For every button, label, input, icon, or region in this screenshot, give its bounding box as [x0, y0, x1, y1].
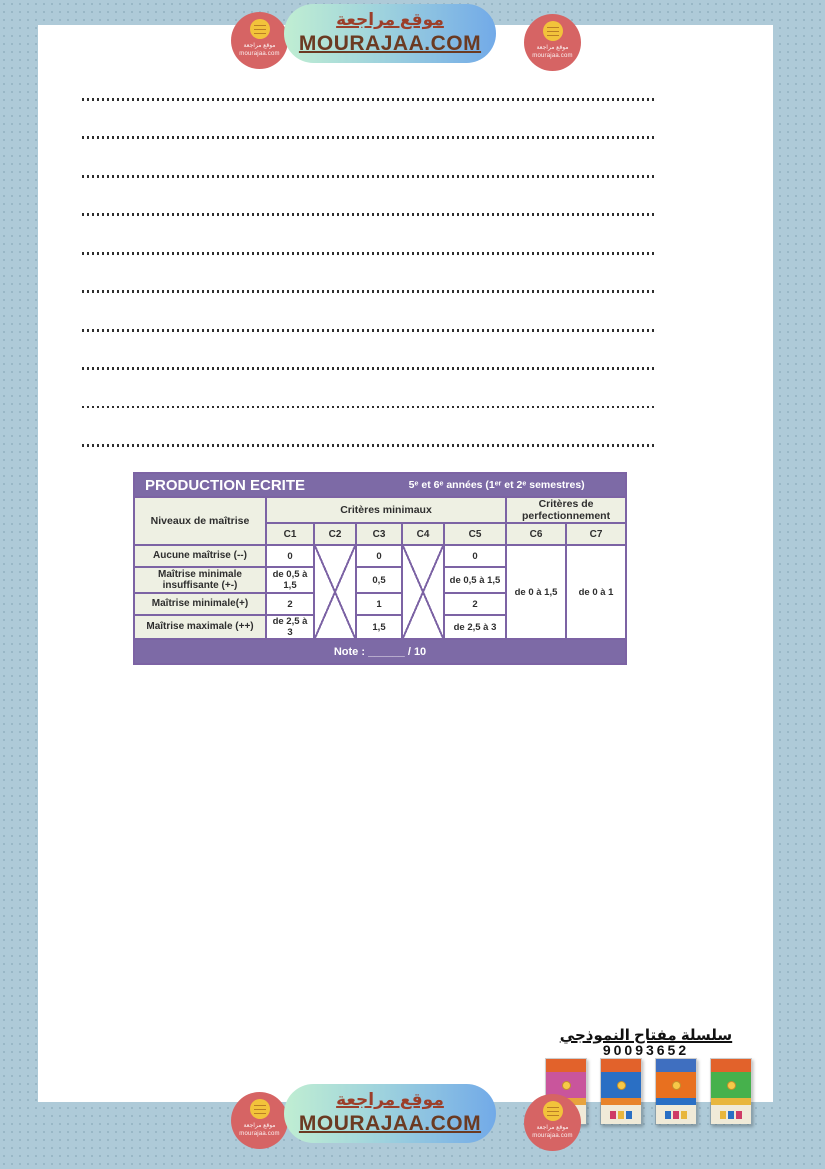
score-cell: 0,5 [356, 567, 402, 593]
book-body [601, 1072, 641, 1098]
note-row: Note : ______ / 10 [134, 639, 626, 664]
col-header-c5: C5 [444, 523, 506, 545]
niveaux-de-maitrise-header: Niveaux de maîtrise [134, 497, 266, 545]
mourajaa-logo-badge-left [231, 1092, 288, 1149]
table-row [134, 545, 626, 567]
mourajaa-logo-badge-right [524, 14, 581, 71]
site-banner-pill [284, 4, 496, 63]
criteres-minimaux-header: Critères minimaux [266, 497, 506, 523]
banner-site-url: MOURAJAA.COM [298, 1111, 482, 1135]
banner-arabic-title: موقع مراجعة [336, 1090, 444, 1110]
criteres-perfectionnement-header: Critères de perfectionnement [506, 497, 626, 523]
crossed-cell [402, 545, 444, 639]
lamp-icon [617, 1081, 626, 1090]
mourajaa-book-icon [250, 19, 270, 39]
book-header-band [546, 1059, 586, 1072]
score-cell: de 0,5 à 1,5 [266, 567, 314, 593]
crossed-cell [314, 545, 356, 639]
row-label: Maîtrise maximale (++) [134, 615, 266, 639]
dotted-writing-line [82, 290, 657, 293]
book-body [711, 1072, 751, 1098]
dotted-writing-line [82, 329, 657, 332]
book-stripe [711, 1098, 751, 1105]
mourajaa-book-icon [543, 1101, 563, 1121]
table-subtitle: 5ᵉ et 6ᵉ années (1ᵉʳ et 2ᵉ semestres) [408, 479, 585, 491]
logo-arabic-label: موقع مراجعة [243, 43, 276, 49]
book-header-band [656, 1059, 696, 1072]
book-header-band [711, 1059, 751, 1072]
col-header-c4: C4 [402, 523, 444, 545]
book-body [656, 1072, 696, 1098]
mourajaa-logo-badge-left [231, 12, 288, 69]
col-header-c1: C1 [266, 523, 314, 545]
book-stripe [601, 1098, 641, 1105]
score-cell: 2 [444, 593, 506, 615]
book-header-band [601, 1059, 641, 1072]
dotted-writing-line [82, 98, 657, 101]
mourajaa-book-icon [250, 1099, 270, 1119]
dotted-writing-line [82, 136, 657, 139]
table-title-row [134, 473, 626, 497]
book-cover-blue [600, 1058, 642, 1125]
logo-site-label: mourajaa.com [532, 52, 573, 59]
col-header-c6: C6 [506, 523, 566, 545]
dotted-writing-line [82, 213, 657, 216]
dotted-writing-line [82, 406, 657, 409]
lamp-icon [672, 1081, 681, 1090]
col-header-c3: C3 [356, 523, 402, 545]
score-cell: de 0,5 à 1,5 [444, 567, 506, 593]
table-title: PRODUCTION ECRITE [145, 476, 306, 494]
production-ecrite-table [133, 472, 627, 665]
series-title-arabic: سلسلة مفتاح النموذجي [559, 1027, 733, 1044]
phone-number: 90093652 [602, 1042, 690, 1058]
row-label: Maîtrise minimale(+) [134, 593, 266, 615]
score-cell-c6: de 0 à 1,5 [506, 545, 566, 639]
book-stripe [656, 1098, 696, 1105]
book-cover-green [710, 1058, 752, 1125]
banner-site-url: MOURAJAA.COM [298, 31, 482, 55]
score-cell: 1,5 [356, 615, 402, 639]
logo-arabic-label: موقع مراجعة [536, 45, 569, 51]
col-header-c2: C2 [314, 523, 356, 545]
book-footer [656, 1105, 696, 1124]
dotted-writing-line [82, 444, 657, 447]
col-header-c7: C7 [566, 523, 626, 545]
row-label: Aucune maîtrise (--) [134, 545, 266, 567]
writing-lines-area [82, 98, 657, 483]
score-cell: 0 [356, 545, 402, 567]
row-label: Maîtrise minimale insuffisante (+-) [134, 567, 266, 593]
score-cell: 1 [356, 593, 402, 615]
banner-arabic-title: موقع مراجعة [336, 10, 444, 30]
mourajaa-logo-badge-right [524, 1094, 581, 1151]
dotted-writing-line [82, 175, 657, 178]
score-cell-c7: de 0 à 1 [566, 545, 626, 639]
score-cell: de 2,5 à 3 [444, 615, 506, 639]
score-cell: 0 [266, 545, 314, 567]
book-cover-orange [655, 1058, 697, 1125]
dotted-writing-line [82, 367, 657, 370]
score-cell: 0 [444, 545, 506, 567]
mourajaa-book-icon [543, 21, 563, 41]
lamp-icon [562, 1081, 571, 1090]
logo-site-label: mourajaa.com [239, 50, 280, 57]
book-footer [711, 1105, 751, 1124]
book-footer [601, 1105, 641, 1124]
lamp-icon [727, 1081, 736, 1090]
logo-arabic-label: موقع مراجعة [243, 1123, 276, 1129]
dotted-writing-line [82, 252, 657, 255]
score-cell: de 2,5 à 3 [266, 615, 314, 639]
logo-site-label: mourajaa.com [239, 1130, 280, 1137]
site-banner-pill [284, 1084, 496, 1143]
score-cell: 2 [266, 593, 314, 615]
logo-arabic-label: موقع مراجعة [536, 1125, 569, 1131]
logo-site-label: mourajaa.com [532, 1132, 573, 1139]
